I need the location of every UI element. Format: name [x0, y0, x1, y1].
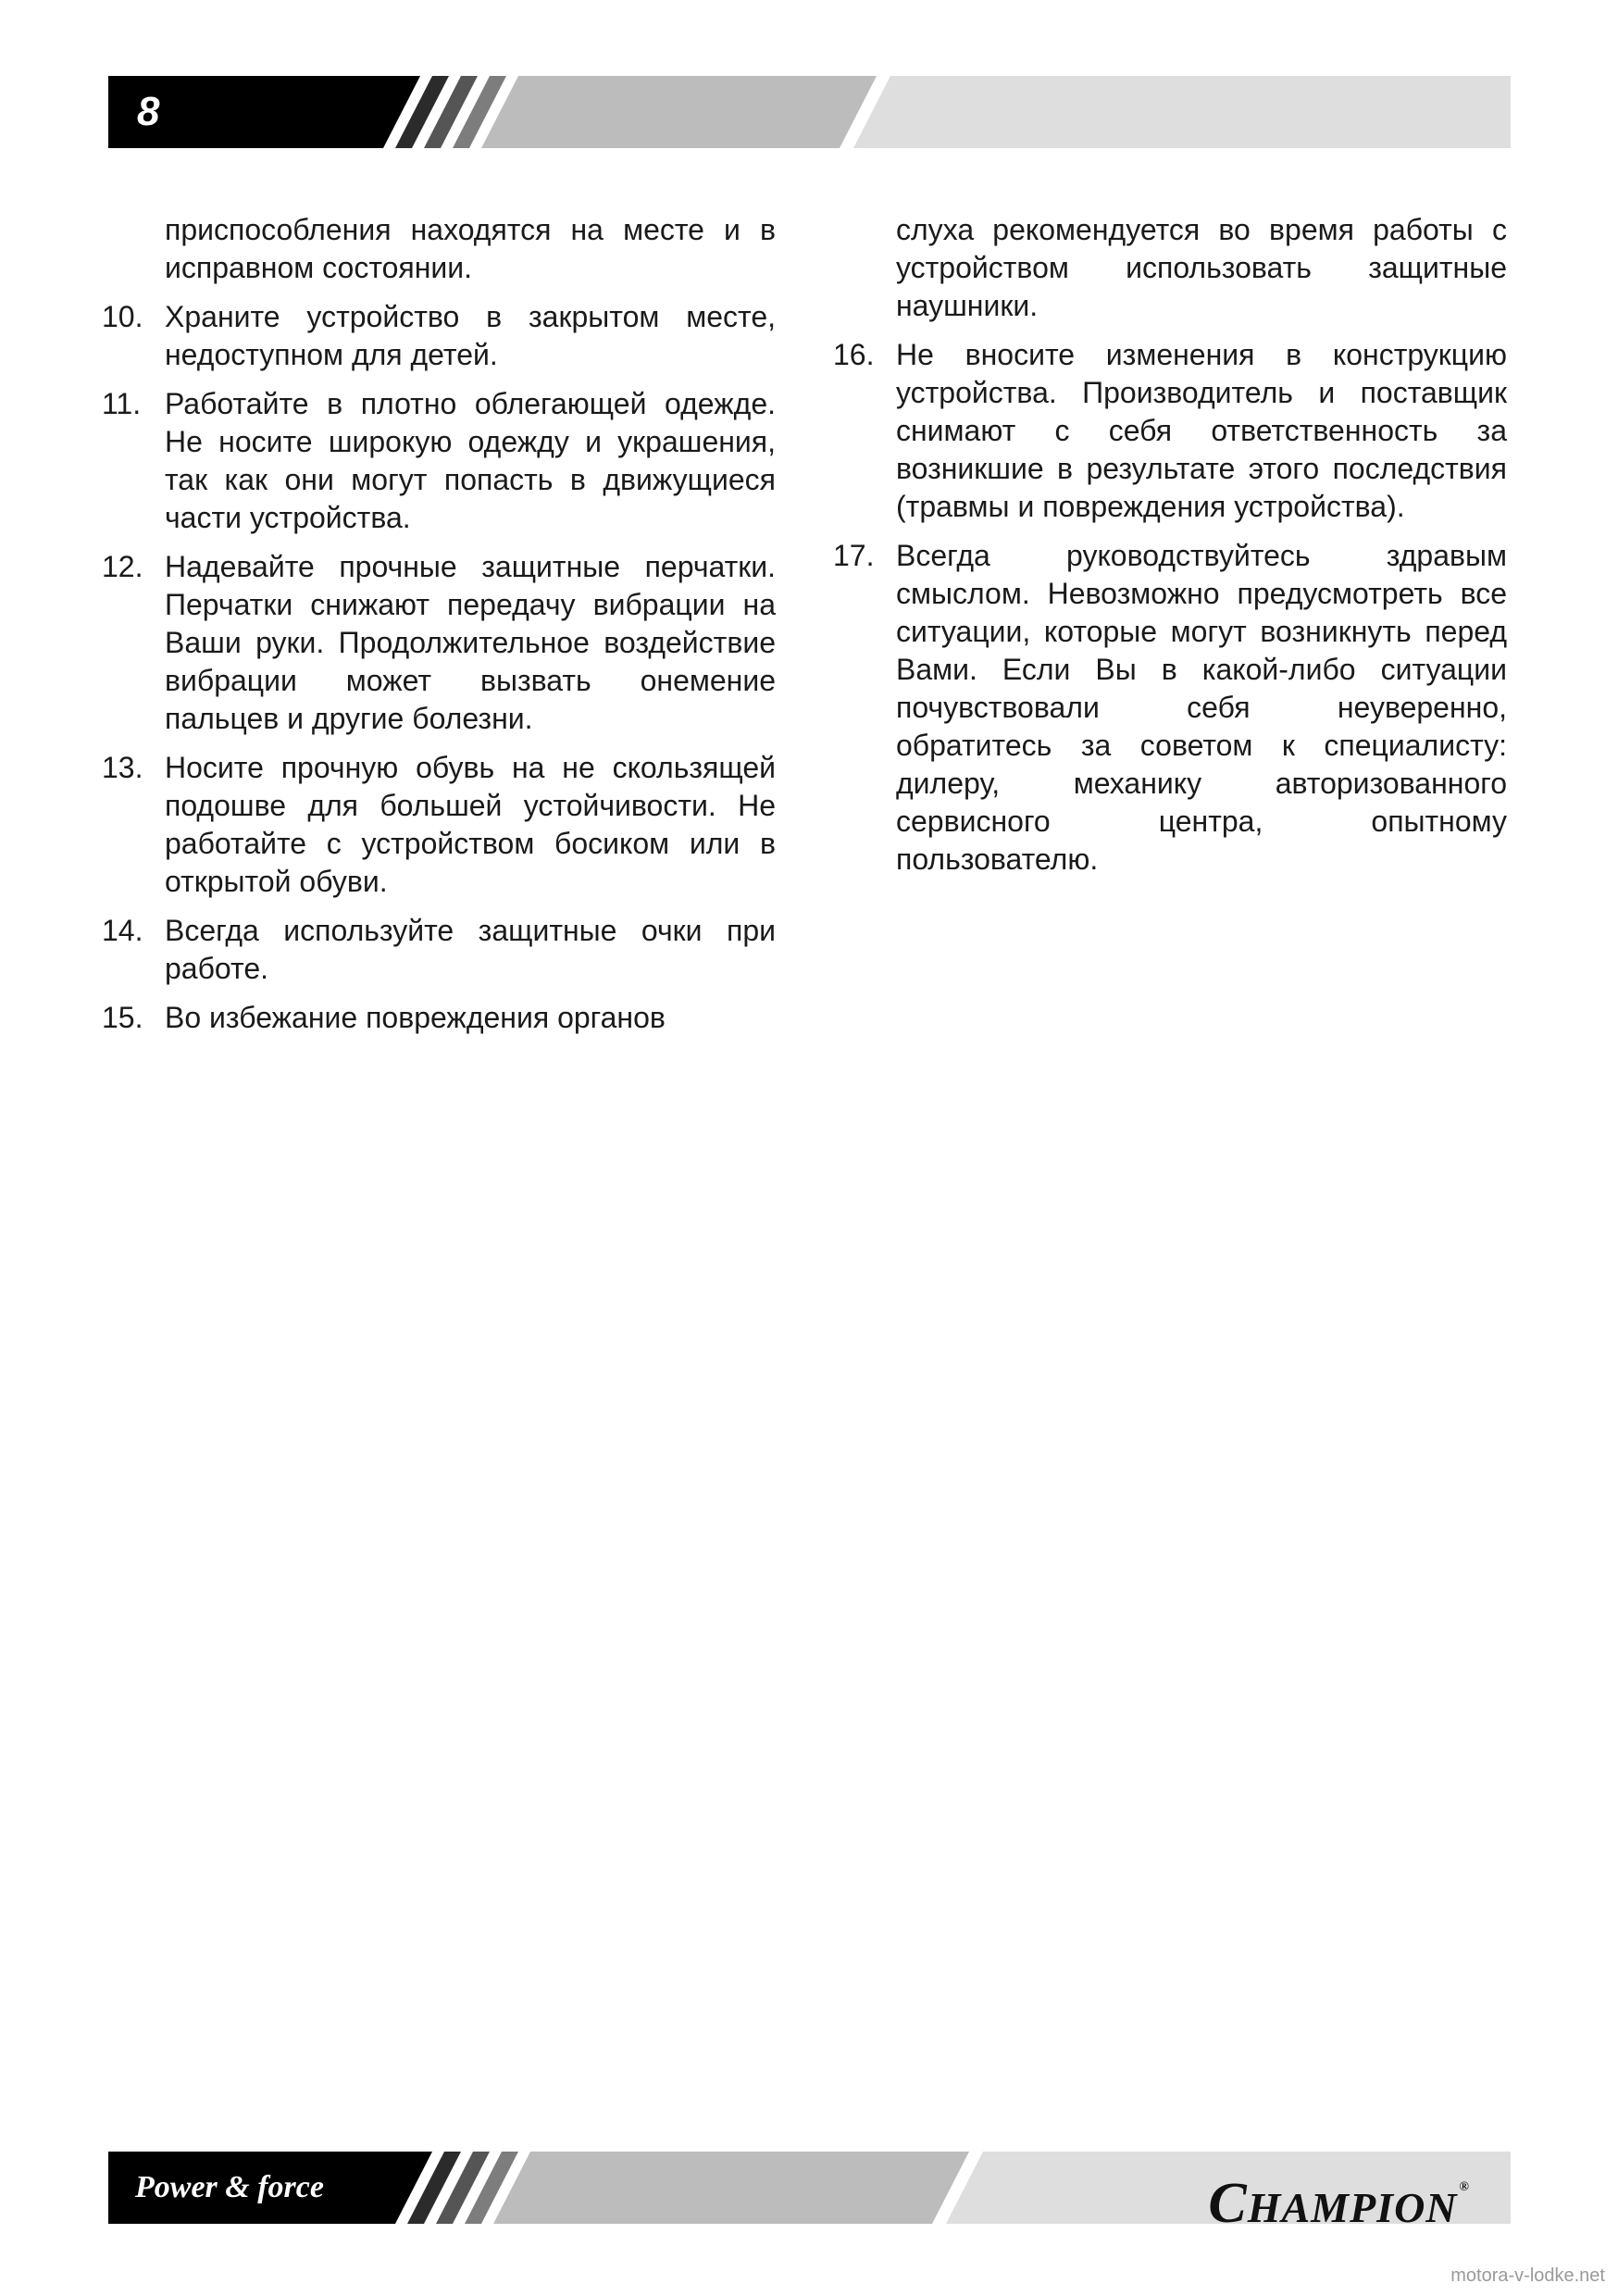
list-item — [109, 211, 776, 287]
list-item — [102, 298, 776, 374]
list-item — [833, 537, 1507, 879]
item-number: 17. — [833, 539, 875, 572]
item-text: Во избежание повреждения органов — [165, 1001, 666, 1034]
left-column — [102, 211, 776, 1048]
item-number: 12. — [102, 550, 143, 583]
item-number: 11. — [102, 387, 142, 420]
registered-mark: ® — [1459, 2180, 1470, 2194]
item-number: 13. — [102, 751, 143, 784]
slogan-text: Power & force — [135, 2170, 324, 2204]
champion-logo — [1208, 2155, 1470, 2235]
header-band — [108, 76, 1511, 148]
list-item — [102, 548, 776, 738]
item-number: 15. — [102, 1001, 143, 1034]
list-item — [102, 912, 776, 988]
list-item — [833, 336, 1507, 526]
page-number: 8 — [137, 89, 160, 134]
list-item — [102, 749, 776, 901]
list-item — [840, 211, 1507, 325]
list-item — [102, 385, 776, 537]
logo-initial: C — [1208, 2172, 1248, 2235]
item-text: Не вносите изменения в конструкцию устройства. Производитель и поставщик снимают с себя ответственность за возникшие в результате этого последствия (травмы и повреждения устройства). — [896, 338, 1507, 523]
item-number: 16. — [833, 338, 875, 371]
logo-rest: HAMPION — [1247, 2184, 1458, 2231]
item-text: Всегда используйте защитные очки при работе. — [165, 914, 776, 985]
item-number: 14. — [102, 914, 143, 947]
item-text: Всегда руководствуйтесь здравым смыслом. Невозможно предусмотреть все ситуации, которые могут возникнуть перед Вами. Если Вы в какой-либо ситуации почувствовали себя неуверенно, обратитесь за советом к специалисту: дилеру, механику авторизованного сервисного центра, опытному пользователю. — [896, 539, 1507, 876]
list-item — [102, 999, 776, 1037]
item-number: 10. — [102, 300, 143, 333]
right-column — [833, 211, 1507, 890]
item-text: Надевайте прочные защитные перчатки. Перчатки снижают передачу вибрации на Ваши руки. Продолжительное воздействие вибрации может вызвать онемение пальцев и другие болезни. — [165, 550, 776, 735]
item-text: Работайте в плотно облегающей одежде. Не носите широкую одежду и украшения, так как они могут попасть в движущиеся части устройства. — [165, 387, 776, 534]
item-text: Носите прочную обувь на не скользящей подошве для большей устойчивости. Не работайте с устройством босиком или в открытой обуви. — [165, 751, 776, 898]
item-text: слуха рекомендуется во время работы с устройством использовать защитные наушники. — [896, 213, 1507, 322]
watermark: motora-v-lodke.net — [1450, 2265, 1605, 2286]
item-text: Храните устройство в закрытом месте, недоступном для детей. — [165, 300, 776, 371]
item-text: приспособления находятся на месте и в исправном состоянии. — [165, 213, 776, 284]
